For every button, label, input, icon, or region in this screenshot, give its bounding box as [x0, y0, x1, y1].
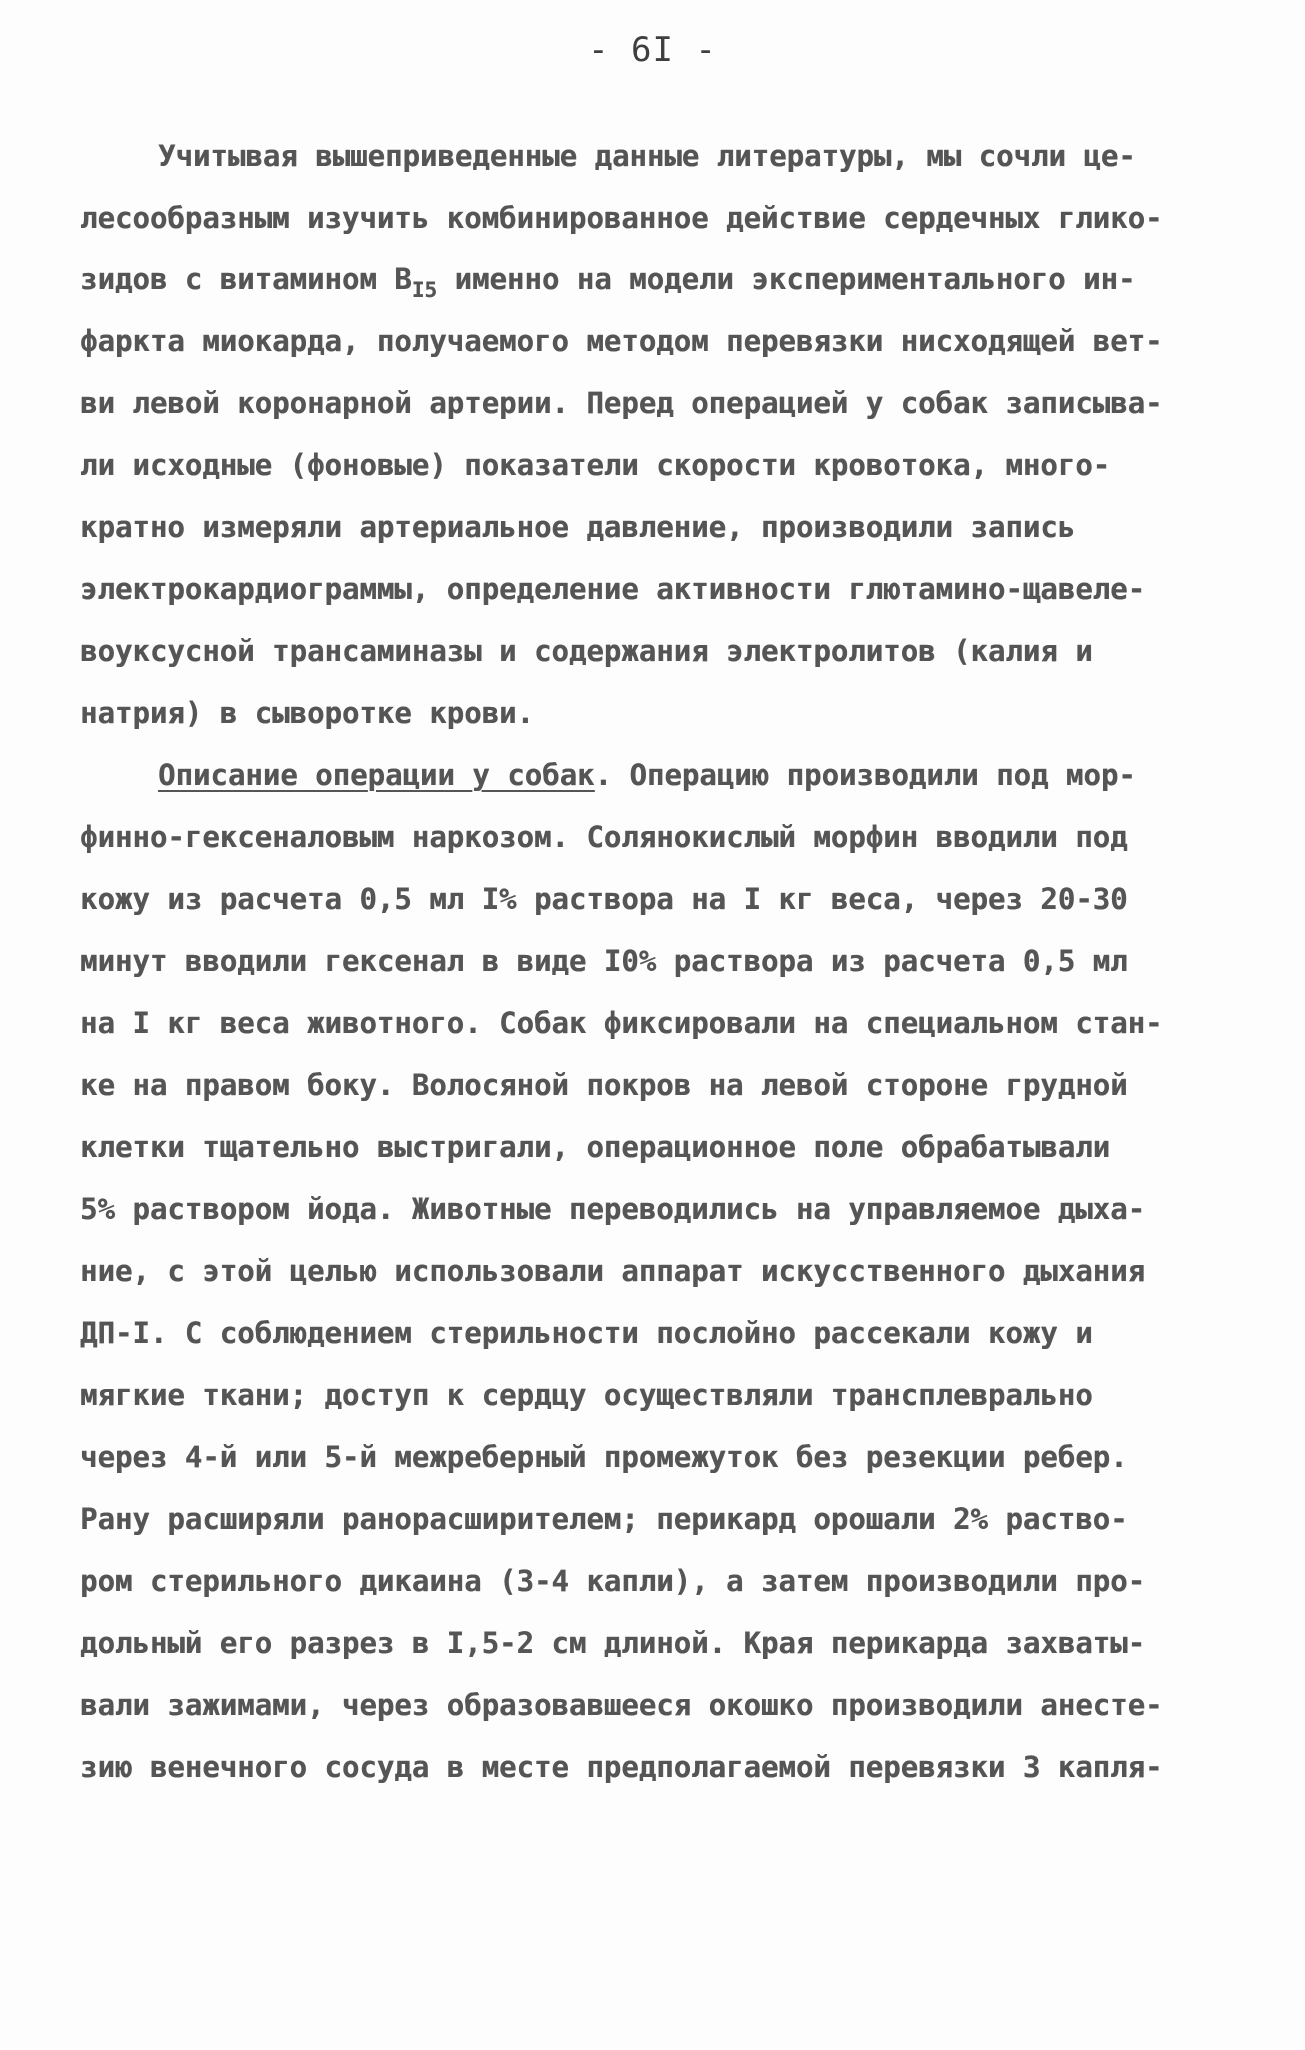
text-fragment: . Операцию производили под мор-	[594, 758, 1136, 792]
text-line: ке на правом боку. Волосяной покров на левой стороне грудной	[80, 1068, 1128, 1102]
text-line: фаркта миокарда, получаемого методом перевязки нисходящей вет-	[80, 324, 1163, 358]
text-line: клетки тщательно выстригали, операционное поле обрабатывали	[80, 1130, 1111, 1164]
text-line: Учитывая вышеприведенные данные литературы, мы сочли це-	[158, 139, 1136, 173]
text-line: через 4-й или 5-й межреберный промежуток без резекции ребер.	[80, 1440, 1128, 1474]
text-line: минут вводили гексенал в виде I0% раствора из расчета 0,5 мл	[80, 944, 1128, 978]
text-line: финно-гексеналовым наркозом. Солянокислый морфин вводили под	[80, 820, 1128, 854]
text-line: зию венечного сосуда в месте предполагаемой перевязки 3 капля-	[80, 1750, 1163, 1784]
section-heading: Описание операции у собак	[158, 758, 595, 792]
text-line: лесообразным изучить комбинированное действие сердечных глико-	[80, 201, 1163, 235]
text-line: ром стерильного дикаина (3-4 капли), а затем производили про-	[80, 1564, 1146, 1598]
text-line	[158, 755, 1240, 795]
text-fragment: зидов с витамином	[80, 262, 377, 296]
text-line: воуксусной трансаминазы и содержания электролитов (калия и	[80, 634, 1093, 668]
text-line: ние, с этой целью использовали аппарат искусственного дыхания	[80, 1254, 1146, 1288]
vitamin-subscript: I5	[411, 278, 438, 302]
text-line: 5% раствором йода. Животные переводились на управляемое дыха-	[80, 1192, 1146, 1226]
text-line: натрия) в сыворотке крови.	[80, 696, 534, 730]
text-line: мягкие ткани; доступ к сердцу осуществляли трансплеврально	[80, 1378, 1093, 1412]
text-line: ви левой коронарной артерии. Перед операцией у собак записыва-	[80, 386, 1163, 420]
text-line: ДП-I. С соблюдением стерильности послойно рассекали кожу и	[80, 1316, 1093, 1350]
text-line: электрокардиограммы, определение активности глютамино-щавеле-	[80, 572, 1146, 606]
vitamin-symbol	[394, 262, 438, 302]
text-line: кратно измеряли артериальное давление, производили запись	[80, 510, 1076, 544]
vitamin-letter: B	[394, 262, 412, 296]
text-line: дольный его разрез в I,5-2 см длиной. Края перикарда захваты-	[80, 1626, 1146, 1660]
text-line: Рану расширяли ранорасширителем; перикард орошали 2% раство-	[80, 1502, 1128, 1536]
text-line: ли исходные (фоновые) показатели скорости кровотока, много-	[80, 448, 1111, 482]
page-number: - 6I -	[588, 30, 717, 70]
text-fragment: именно на модели экспериментального ин-	[454, 262, 1136, 296]
text-line	[80, 259, 1240, 310]
text-line: на I кг веса животного. Собак фиксировали на специальном стан-	[80, 1006, 1163, 1040]
text-line: кожу из расчета 0,5 мл I% раствора на I кг веса, через 20-30	[80, 882, 1128, 916]
text-line: вали зажимами, через образовавшееся окошко производили анесте-	[80, 1688, 1163, 1722]
